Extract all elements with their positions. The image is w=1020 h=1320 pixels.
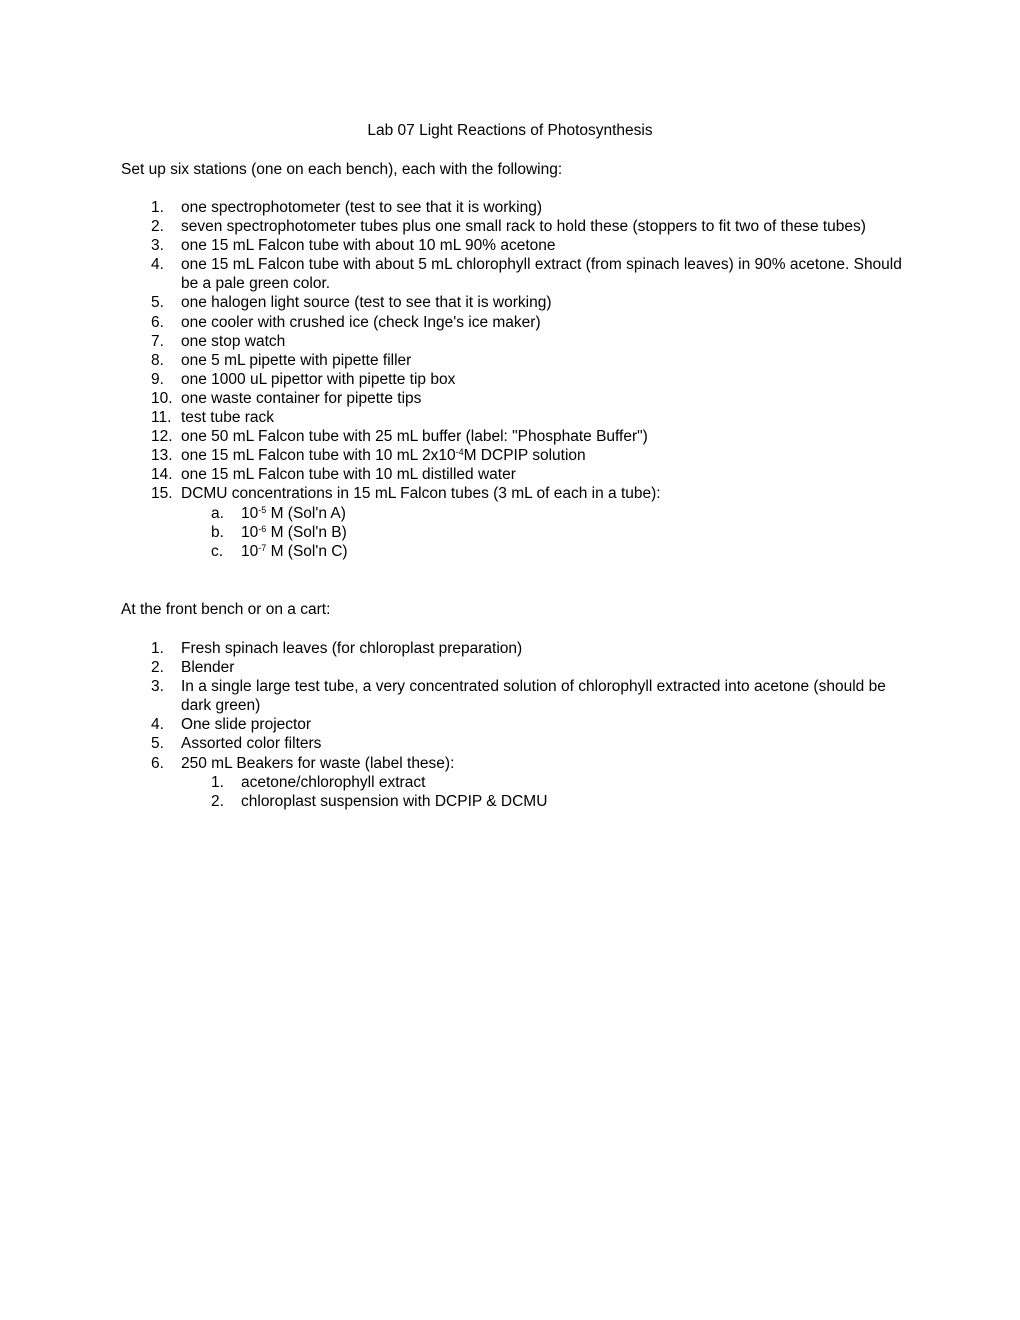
sublist-item: 1. acetone/chlorophyll extract <box>211 773 426 791</box>
list-item: 1. one spectrophotometer (test to see that it is working) <box>151 199 542 216</box>
list-item: 12. one 50 mL Falcon tube with 25 mL buffer (label: "Phosphate Buffer") <box>151 428 648 446</box>
page-title: Lab 07 Light Reactions of Photosynthesis <box>367 122 653 139</box>
list-item: 4. One slide projector <box>151 716 312 734</box>
station-list <box>121 198 911 561</box>
list-item: 10. one waste container for pipette tips <box>151 389 422 407</box>
list-item: 3. one 15 mL Falcon tube with about 10 mL 90% acetone <box>151 237 556 255</box>
list-item: 2. seven spectrophotometer tubes plus one small rack to hold these (stoppers to fit two of these tubes) <box>151 218 866 236</box>
list-item: 2. Blender <box>151 659 235 677</box>
list-item: 5. one halogen light source (test to see that it is working) <box>151 294 552 312</box>
list-item: 7. one stop watch <box>151 332 286 350</box>
list-item: 6. 250 mL Beakers for waste (label these): <box>151 754 455 772</box>
list-item: 11. test tube rack <box>151 409 275 427</box>
sublist-item: a. $10^{-5}$ M (Sol'n A) <box>211 504 346 522</box>
list-item: 6. one cooler with crushed ice (check Inge's ice maker) <box>151 313 541 331</box>
list-item: 4. one 15 mL Falcon tube with about 5 mL chlorophyll extract (from spinach leaves) in 90% acetone. Should be a pale green color. <box>151 256 902 293</box>
list-item: 8. one 5 mL pipette with pipette filler <box>151 351 412 369</box>
front-bench-list <box>121 639 911 811</box>
sublist-item: b. $10^{-6}$ M (Sol'n B) <box>211 523 347 541</box>
section1-intro: Set up six stations (one on each bench), each with the following: <box>121 161 563 178</box>
section2-intro: At the front bench or on a cart: <box>121 601 331 618</box>
sublist-item: c. $10^{-7}$ M (Sol'n C) <box>211 542 348 560</box>
sublist-item: 2. chloroplast suspension with DCPIP & DCMU <box>211 792 548 810</box>
list-item: 9. one 1000 uL pipettor with pipette tip box <box>151 370 456 388</box>
list-item: 5. Assorted color filters <box>151 735 322 753</box>
list-item: 1. Fresh spinach leaves (for chloroplast preparation) <box>151 640 523 657</box>
list-item: 13. one 15 mL Falcon tube with 10 mL $2x10^{-4}M$ DCPIP solution <box>151 447 586 465</box>
list-item: 14. one 15 mL Falcon tube with 10 mL distilled water <box>151 466 516 484</box>
list-item: 15. DCMU concentrations in 15 mL Falcon tubes (3 mL of each in a tube): <box>151 485 661 503</box>
list-item: 3. In a single large test tube, a very concentrated solution of chlorophyll extracted into acetone (should be dark green) <box>151 678 886 715</box>
